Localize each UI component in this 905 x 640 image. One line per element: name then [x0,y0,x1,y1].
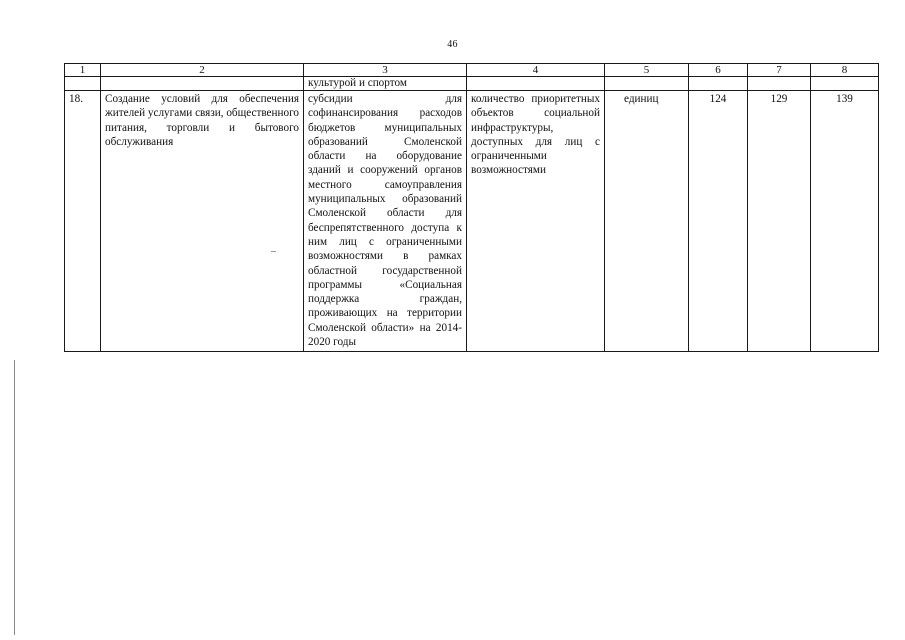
header-col-1: 1 [65,64,101,77]
cont-cell-4 [467,77,605,91]
header-col-5: 5 [605,64,689,77]
table-row [65,91,879,352]
value-col-6: 124 [689,91,748,352]
row-number: 18. [65,91,101,352]
header-col-8: 8 [811,64,879,77]
indicator-description: количество приоритетных объектов социальной инфраструктуры, доступных для лиц с ограниченными возможностями [467,91,605,352]
cont-cell-3: культурой и спортом [304,77,467,91]
header-col-7: 7 [748,64,811,77]
header-col-3: 3 [304,64,467,77]
unit-of-measure: единиц [605,91,689,352]
header-col-2: 2 [101,64,304,77]
value-col-7: 129 [748,91,811,352]
cont-cell-8 [811,77,879,91]
cont-cell-6 [689,77,748,91]
measures-table [64,63,879,352]
measure-description: субсидии для софинансирования расходов бюджетов муниципальных образований Смоленской области на оборудование зданий и сооружений органов местного самоуправления муниципальных образований Смоленской области для беспрепятственного доступа к ним лиц с ограниченными возможностями в рамках областной государственной программы «Социальная поддержка граждан, проживающих на территории Смоленской области» на 2014-2020 годы [304,91,467,352]
cont-cell-7 [748,77,811,91]
cont-cell-1 [65,77,101,91]
header-col-4: 4 [467,64,605,77]
page-number: 46 [447,39,458,50]
header-col-6: 6 [689,64,748,77]
cont-cell-2 [101,77,304,91]
value-col-8: 139 [811,91,879,352]
cont-cell-5 [605,77,689,91]
continuation-row [65,77,879,91]
scan-edge-line [14,360,15,635]
table-header-row [65,64,879,77]
task-description: Создание условий для обеспечения жителей услугами связи, общественного питания, торговли и бытового обслуживания [101,91,304,352]
